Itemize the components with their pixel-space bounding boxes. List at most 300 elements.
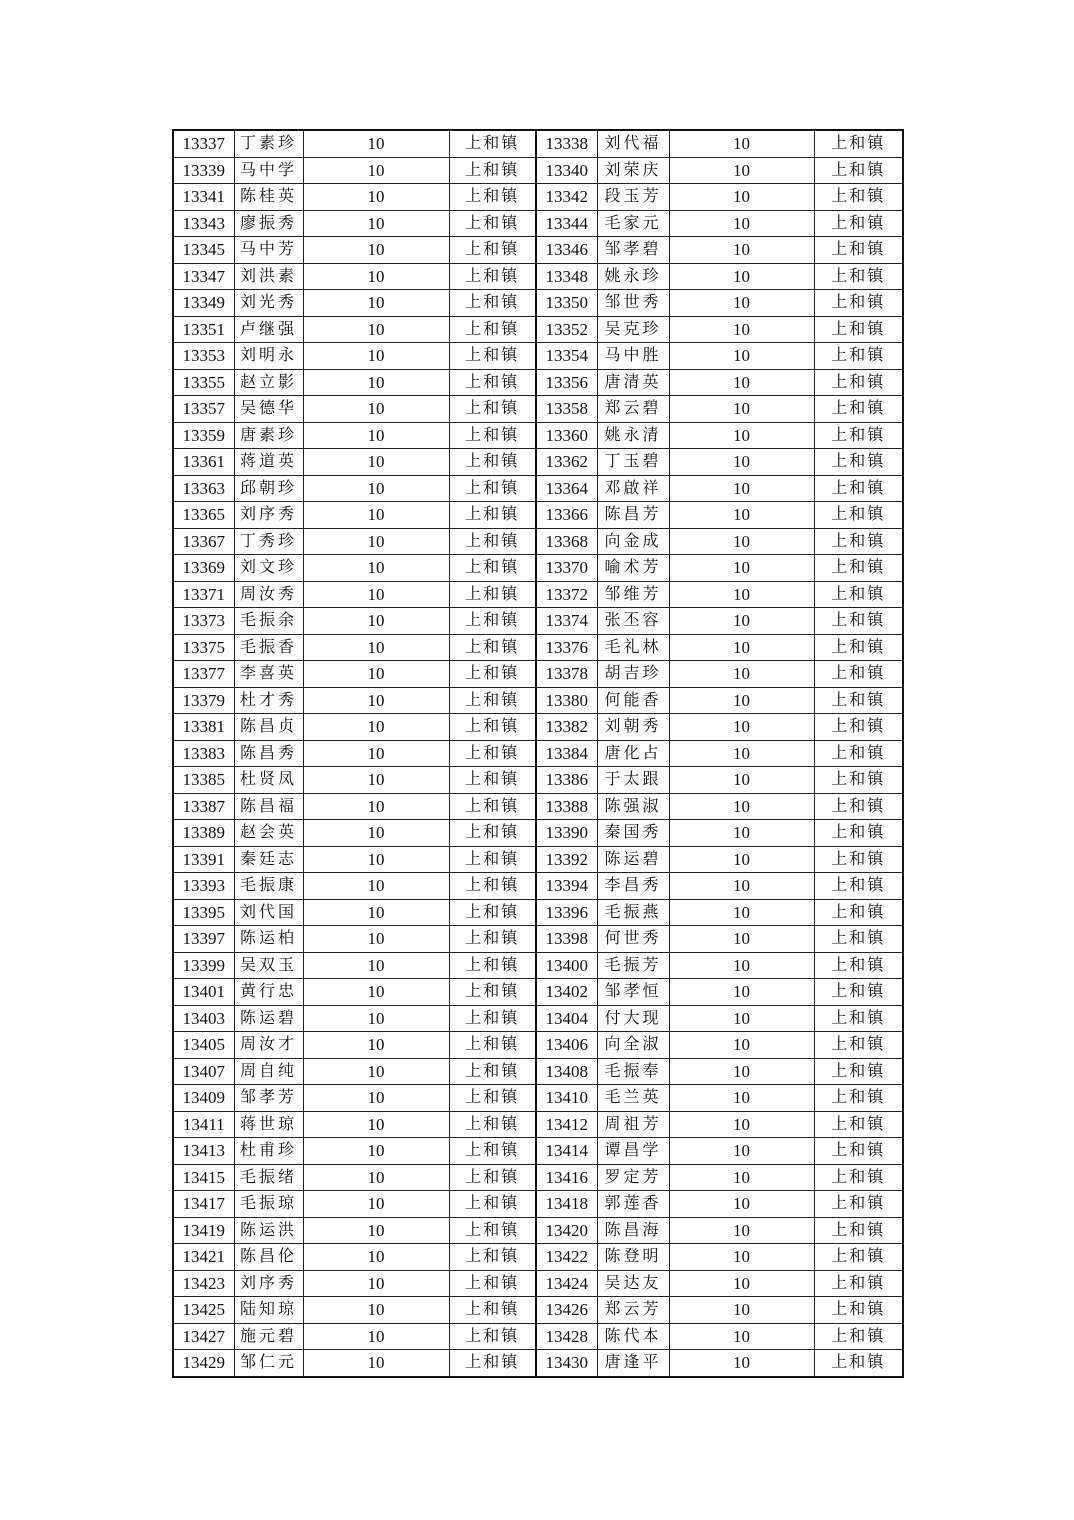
person-name-cell: 姚永清 [597, 422, 669, 449]
record-number-cell: 13382 [536, 714, 597, 741]
record-number-cell: 13417 [173, 1191, 234, 1218]
town-cell: 上和镇 [449, 449, 536, 476]
amount-cell: 10 [669, 1164, 814, 1191]
person-name-cell: 刘序秀 [234, 502, 303, 529]
amount-cell: 10 [669, 1191, 814, 1218]
table-row [173, 396, 903, 423]
amount-cell: 10 [303, 555, 449, 582]
table-row [173, 1058, 903, 1085]
table-row [173, 502, 903, 529]
person-name-cell: 郭莲香 [597, 1191, 669, 1218]
person-name-cell: 陈强淑 [597, 793, 669, 820]
amount-cell: 10 [303, 1350, 449, 1377]
record-number-cell: 13426 [536, 1297, 597, 1324]
record-number-cell: 13343 [173, 210, 234, 237]
record-number-cell: 13424 [536, 1270, 597, 1297]
record-number-cell: 13395 [173, 899, 234, 926]
table-row [173, 740, 903, 767]
town-cell: 上和镇 [814, 528, 903, 555]
person-name-cell: 毛振余 [234, 608, 303, 635]
amount-cell: 10 [669, 237, 814, 264]
town-cell: 上和镇 [814, 1191, 903, 1218]
roster-table [172, 129, 904, 1378]
record-number-cell: 13408 [536, 1058, 597, 1085]
table-body [173, 130, 903, 1377]
person-name-cell: 赵立影 [234, 369, 303, 396]
record-number-cell: 13372 [536, 581, 597, 608]
person-name-cell: 唐清英 [597, 369, 669, 396]
town-cell: 上和镇 [449, 502, 536, 529]
town-cell: 上和镇 [814, 1032, 903, 1059]
amount-cell: 10 [303, 873, 449, 900]
town-cell: 上和镇 [814, 661, 903, 688]
amount-cell: 10 [669, 130, 814, 157]
record-number-cell: 13414 [536, 1138, 597, 1165]
amount-cell: 10 [303, 634, 449, 661]
town-cell: 上和镇 [449, 979, 536, 1006]
table-row [173, 1005, 903, 1032]
person-name-cell: 刘荣庆 [597, 157, 669, 184]
town-cell: 上和镇 [449, 1058, 536, 1085]
amount-cell: 10 [303, 1005, 449, 1032]
town-cell: 上和镇 [449, 1085, 536, 1112]
record-number-cell: 13350 [536, 290, 597, 317]
person-name-cell: 唐素珍 [234, 422, 303, 449]
town-cell: 上和镇 [814, 502, 903, 529]
record-number-cell: 13383 [173, 740, 234, 767]
town-cell: 上和镇 [449, 263, 536, 290]
record-number-cell: 13340 [536, 157, 597, 184]
amount-cell: 10 [303, 449, 449, 476]
record-number-cell: 13392 [536, 846, 597, 873]
town-cell: 上和镇 [449, 661, 536, 688]
person-name-cell: 马中芳 [234, 237, 303, 264]
record-number-cell: 13355 [173, 369, 234, 396]
record-number-cell: 13412 [536, 1111, 597, 1138]
amount-cell: 10 [669, 793, 814, 820]
town-cell: 上和镇 [814, 767, 903, 794]
amount-cell: 10 [669, 1005, 814, 1032]
person-name-cell: 毛振奉 [597, 1058, 669, 1085]
amount-cell: 10 [669, 952, 814, 979]
person-name-cell: 邹孝恒 [597, 979, 669, 1006]
town-cell: 上和镇 [814, 1350, 903, 1377]
record-number-cell: 13365 [173, 502, 234, 529]
amount-cell: 10 [303, 1217, 449, 1244]
town-cell: 上和镇 [449, 687, 536, 714]
amount-cell: 10 [303, 475, 449, 502]
amount-cell: 10 [669, 263, 814, 290]
table-row [173, 237, 903, 264]
person-name-cell: 陈运碧 [234, 1005, 303, 1032]
amount-cell: 10 [669, 343, 814, 370]
record-number-cell: 13388 [536, 793, 597, 820]
person-name-cell: 刘洪素 [234, 263, 303, 290]
table-row [173, 767, 903, 794]
record-number-cell: 13396 [536, 899, 597, 926]
amount-cell: 10 [669, 502, 814, 529]
record-number-cell: 13384 [536, 740, 597, 767]
person-name-cell: 邹世秀 [597, 290, 669, 317]
table-row [173, 608, 903, 635]
town-cell: 上和镇 [814, 926, 903, 953]
person-name-cell: 姚永珍 [597, 263, 669, 290]
town-cell: 上和镇 [449, 343, 536, 370]
town-cell: 上和镇 [814, 290, 903, 317]
record-number-cell: 13344 [536, 210, 597, 237]
table-row [173, 130, 903, 157]
amount-cell: 10 [303, 263, 449, 290]
town-cell: 上和镇 [449, 740, 536, 767]
person-name-cell: 何世秀 [597, 926, 669, 953]
record-number-cell: 13413 [173, 1138, 234, 1165]
person-name-cell: 毛振绪 [234, 1164, 303, 1191]
town-cell: 上和镇 [449, 1005, 536, 1032]
amount-cell: 10 [303, 184, 449, 211]
town-cell: 上和镇 [814, 846, 903, 873]
town-cell: 上和镇 [814, 184, 903, 211]
amount-cell: 10 [669, 1297, 814, 1324]
record-number-cell: 13364 [536, 475, 597, 502]
record-number-cell: 13418 [536, 1191, 597, 1218]
amount-cell: 10 [669, 1270, 814, 1297]
person-name-cell: 毛振康 [234, 873, 303, 900]
record-number-cell: 13409 [173, 1085, 234, 1112]
table-row [173, 793, 903, 820]
record-number-cell: 13351 [173, 316, 234, 343]
amount-cell: 10 [303, 1058, 449, 1085]
town-cell: 上和镇 [449, 1164, 536, 1191]
amount-cell: 10 [669, 740, 814, 767]
person-name-cell: 邓啟祥 [597, 475, 669, 502]
amount-cell: 10 [303, 740, 449, 767]
record-number-cell: 13381 [173, 714, 234, 741]
table-row [173, 343, 903, 370]
person-name-cell: 李喜英 [234, 661, 303, 688]
record-number-cell: 13378 [536, 661, 597, 688]
record-number-cell: 13357 [173, 396, 234, 423]
person-name-cell: 陈代本 [597, 1323, 669, 1350]
amount-cell: 10 [303, 1297, 449, 1324]
record-number-cell: 13380 [536, 687, 597, 714]
record-number-cell: 13371 [173, 581, 234, 608]
table-row [173, 1191, 903, 1218]
person-name-cell: 吴双玉 [234, 952, 303, 979]
person-name-cell: 毛振燕 [597, 899, 669, 926]
table-row [173, 316, 903, 343]
person-name-cell: 毛礼林 [597, 634, 669, 661]
record-number-cell: 13352 [536, 316, 597, 343]
record-number-cell: 13370 [536, 555, 597, 582]
town-cell: 上和镇 [814, 740, 903, 767]
record-number-cell: 13407 [173, 1058, 234, 1085]
amount-cell: 10 [303, 130, 449, 157]
person-name-cell: 喻术芳 [597, 555, 669, 582]
person-name-cell: 秦国秀 [597, 820, 669, 847]
record-number-cell: 13429 [173, 1350, 234, 1377]
record-number-cell: 13422 [536, 1244, 597, 1271]
record-number-cell: 13415 [173, 1164, 234, 1191]
amount-cell: 10 [303, 926, 449, 953]
record-number-cell: 13385 [173, 767, 234, 794]
town-cell: 上和镇 [814, 475, 903, 502]
record-number-cell: 13377 [173, 661, 234, 688]
table-row [173, 846, 903, 873]
person-name-cell: 赵会英 [234, 820, 303, 847]
amount-cell: 10 [303, 1085, 449, 1112]
amount-cell: 10 [303, 952, 449, 979]
record-number-cell: 13425 [173, 1297, 234, 1324]
town-cell: 上和镇 [449, 316, 536, 343]
record-number-cell: 13376 [536, 634, 597, 661]
person-name-cell: 秦廷志 [234, 846, 303, 873]
table-row [173, 528, 903, 555]
town-cell: 上和镇 [449, 767, 536, 794]
record-number-cell: 13391 [173, 846, 234, 873]
record-number-cell: 13390 [536, 820, 597, 847]
table-row [173, 1297, 903, 1324]
amount-cell: 10 [669, 926, 814, 953]
amount-cell: 10 [669, 528, 814, 555]
table-row [173, 1111, 903, 1138]
person-name-cell: 陈昌伦 [234, 1244, 303, 1271]
amount-cell: 10 [303, 290, 449, 317]
amount-cell: 10 [669, 634, 814, 661]
record-number-cell: 13369 [173, 555, 234, 582]
record-number-cell: 13360 [536, 422, 597, 449]
amount-cell: 10 [669, 449, 814, 476]
town-cell: 上和镇 [449, 1138, 536, 1165]
table-row [173, 555, 903, 582]
town-cell: 上和镇 [449, 475, 536, 502]
record-number-cell: 13339 [173, 157, 234, 184]
record-number-cell: 13389 [173, 820, 234, 847]
record-number-cell: 13411 [173, 1111, 234, 1138]
town-cell: 上和镇 [814, 343, 903, 370]
town-cell: 上和镇 [814, 157, 903, 184]
amount-cell: 10 [669, 1058, 814, 1085]
town-cell: 上和镇 [449, 369, 536, 396]
person-name-cell: 刘朝秀 [597, 714, 669, 741]
record-number-cell: 13358 [536, 396, 597, 423]
person-name-cell: 杜甫珍 [234, 1138, 303, 1165]
amount-cell: 10 [303, 687, 449, 714]
town-cell: 上和镇 [449, 1111, 536, 1138]
town-cell: 上和镇 [814, 449, 903, 476]
amount-cell: 10 [669, 846, 814, 873]
town-cell: 上和镇 [449, 1323, 536, 1350]
amount-cell: 10 [303, 1164, 449, 1191]
person-name-cell: 卢继强 [234, 316, 303, 343]
record-number-cell: 13419 [173, 1217, 234, 1244]
person-name-cell: 于太跟 [597, 767, 669, 794]
table-row [173, 820, 903, 847]
amount-cell: 10 [669, 210, 814, 237]
record-number-cell: 13374 [536, 608, 597, 635]
table-row [173, 926, 903, 953]
amount-cell: 10 [303, 846, 449, 873]
town-cell: 上和镇 [449, 952, 536, 979]
town-cell: 上和镇 [814, 581, 903, 608]
amount-cell: 10 [303, 502, 449, 529]
table-row [173, 422, 903, 449]
person-name-cell: 周自纯 [234, 1058, 303, 1085]
town-cell: 上和镇 [449, 422, 536, 449]
amount-cell: 10 [303, 422, 449, 449]
record-number-cell: 13345 [173, 237, 234, 264]
amount-cell: 10 [303, 1138, 449, 1165]
person-name-cell: 蒋世琼 [234, 1111, 303, 1138]
person-name-cell: 陈登明 [597, 1244, 669, 1271]
amount-cell: 10 [303, 581, 449, 608]
town-cell: 上和镇 [814, 873, 903, 900]
person-name-cell: 陈昌芳 [597, 502, 669, 529]
person-name-cell: 唐逢平 [597, 1350, 669, 1377]
town-cell: 上和镇 [449, 1297, 536, 1324]
town-cell: 上和镇 [814, 979, 903, 1006]
town-cell: 上和镇 [449, 555, 536, 582]
record-number-cell: 13403 [173, 1005, 234, 1032]
amount-cell: 10 [303, 1111, 449, 1138]
amount-cell: 10 [669, 184, 814, 211]
town-cell: 上和镇 [449, 1191, 536, 1218]
town-cell: 上和镇 [449, 184, 536, 211]
town-cell: 上和镇 [814, 316, 903, 343]
person-name-cell: 刘代福 [597, 130, 669, 157]
town-cell: 上和镇 [814, 793, 903, 820]
town-cell: 上和镇 [449, 210, 536, 237]
table-row [173, 979, 903, 1006]
town-cell: 上和镇 [814, 396, 903, 423]
town-cell: 上和镇 [814, 1138, 903, 1165]
amount-cell: 10 [669, 1350, 814, 1377]
person-name-cell: 周汝才 [234, 1032, 303, 1059]
person-name-cell: 陈运柏 [234, 926, 303, 953]
person-name-cell: 廖振秀 [234, 210, 303, 237]
record-number-cell: 13393 [173, 873, 234, 900]
table-row [173, 1323, 903, 1350]
record-number-cell: 13416 [536, 1164, 597, 1191]
person-name-cell: 施元碧 [234, 1323, 303, 1350]
record-number-cell: 13356 [536, 369, 597, 396]
amount-cell: 10 [669, 1323, 814, 1350]
person-name-cell: 陈运洪 [234, 1217, 303, 1244]
town-cell: 上和镇 [449, 714, 536, 741]
record-number-cell: 13428 [536, 1323, 597, 1350]
person-name-cell: 陈桂英 [234, 184, 303, 211]
table-row [173, 290, 903, 317]
table-row [173, 184, 903, 211]
record-number-cell: 13387 [173, 793, 234, 820]
town-cell: 上和镇 [449, 1032, 536, 1059]
record-number-cell: 13347 [173, 263, 234, 290]
person-name-cell: 唐化占 [597, 740, 669, 767]
person-name-cell: 邹维芳 [597, 581, 669, 608]
record-number-cell: 13410 [536, 1085, 597, 1112]
person-name-cell: 邹孝碧 [597, 237, 669, 264]
record-number-cell: 13363 [173, 475, 234, 502]
record-number-cell: 13367 [173, 528, 234, 555]
amount-cell: 10 [303, 1323, 449, 1350]
person-name-cell: 张丕容 [597, 608, 669, 635]
amount-cell: 10 [303, 396, 449, 423]
town-cell: 上和镇 [814, 608, 903, 635]
town-cell: 上和镇 [814, 210, 903, 237]
amount-cell: 10 [303, 210, 449, 237]
table-row [173, 714, 903, 741]
town-cell: 上和镇 [814, 130, 903, 157]
town-cell: 上和镇 [449, 899, 536, 926]
amount-cell: 10 [669, 422, 814, 449]
record-number-cell: 13353 [173, 343, 234, 370]
person-name-cell: 邹仁元 [234, 1350, 303, 1377]
table-row [173, 1032, 903, 1059]
table-row [173, 1217, 903, 1244]
town-cell: 上和镇 [449, 581, 536, 608]
person-name-cell: 邱朝珍 [234, 475, 303, 502]
person-name-cell: 李昌秀 [597, 873, 669, 900]
table-row [173, 369, 903, 396]
amount-cell: 10 [303, 1244, 449, 1271]
amount-cell: 10 [669, 899, 814, 926]
amount-cell: 10 [303, 714, 449, 741]
amount-cell: 10 [303, 979, 449, 1006]
person-name-cell: 邹孝芳 [234, 1085, 303, 1112]
table-row [173, 661, 903, 688]
amount-cell: 10 [669, 555, 814, 582]
amount-cell: 10 [669, 369, 814, 396]
town-cell: 上和镇 [449, 608, 536, 635]
town-cell: 上和镇 [814, 714, 903, 741]
town-cell: 上和镇 [814, 1297, 903, 1324]
town-cell: 上和镇 [449, 528, 536, 555]
person-name-cell: 刘光秀 [234, 290, 303, 317]
amount-cell: 10 [669, 1111, 814, 1138]
amount-cell: 10 [669, 820, 814, 847]
table-row [173, 210, 903, 237]
town-cell: 上和镇 [814, 555, 903, 582]
town-cell: 上和镇 [814, 1164, 903, 1191]
town-cell: 上和镇 [814, 899, 903, 926]
person-name-cell: 陈昌福 [234, 793, 303, 820]
amount-cell: 10 [669, 767, 814, 794]
town-cell: 上和镇 [449, 926, 536, 953]
person-name-cell: 吴达友 [597, 1270, 669, 1297]
record-number-cell: 13354 [536, 343, 597, 370]
amount-cell: 10 [669, 1138, 814, 1165]
person-name-cell: 毛振琼 [234, 1191, 303, 1218]
record-number-cell: 13366 [536, 502, 597, 529]
record-number-cell: 13400 [536, 952, 597, 979]
person-name-cell: 吴克珍 [597, 316, 669, 343]
town-cell: 上和镇 [449, 130, 536, 157]
record-number-cell: 13401 [173, 979, 234, 1006]
table-row [173, 1244, 903, 1271]
record-number-cell: 13375 [173, 634, 234, 661]
record-number-cell: 13397 [173, 926, 234, 953]
town-cell: 上和镇 [814, 1058, 903, 1085]
record-number-cell: 13373 [173, 608, 234, 635]
record-number-cell: 13349 [173, 290, 234, 317]
amount-cell: 10 [669, 687, 814, 714]
person-name-cell: 罗定芳 [597, 1164, 669, 1191]
town-cell: 上和镇 [814, 1270, 903, 1297]
table-row [173, 634, 903, 661]
town-cell: 上和镇 [814, 820, 903, 847]
table-row [173, 449, 903, 476]
person-name-cell: 刘序秀 [234, 1270, 303, 1297]
town-cell: 上和镇 [814, 422, 903, 449]
